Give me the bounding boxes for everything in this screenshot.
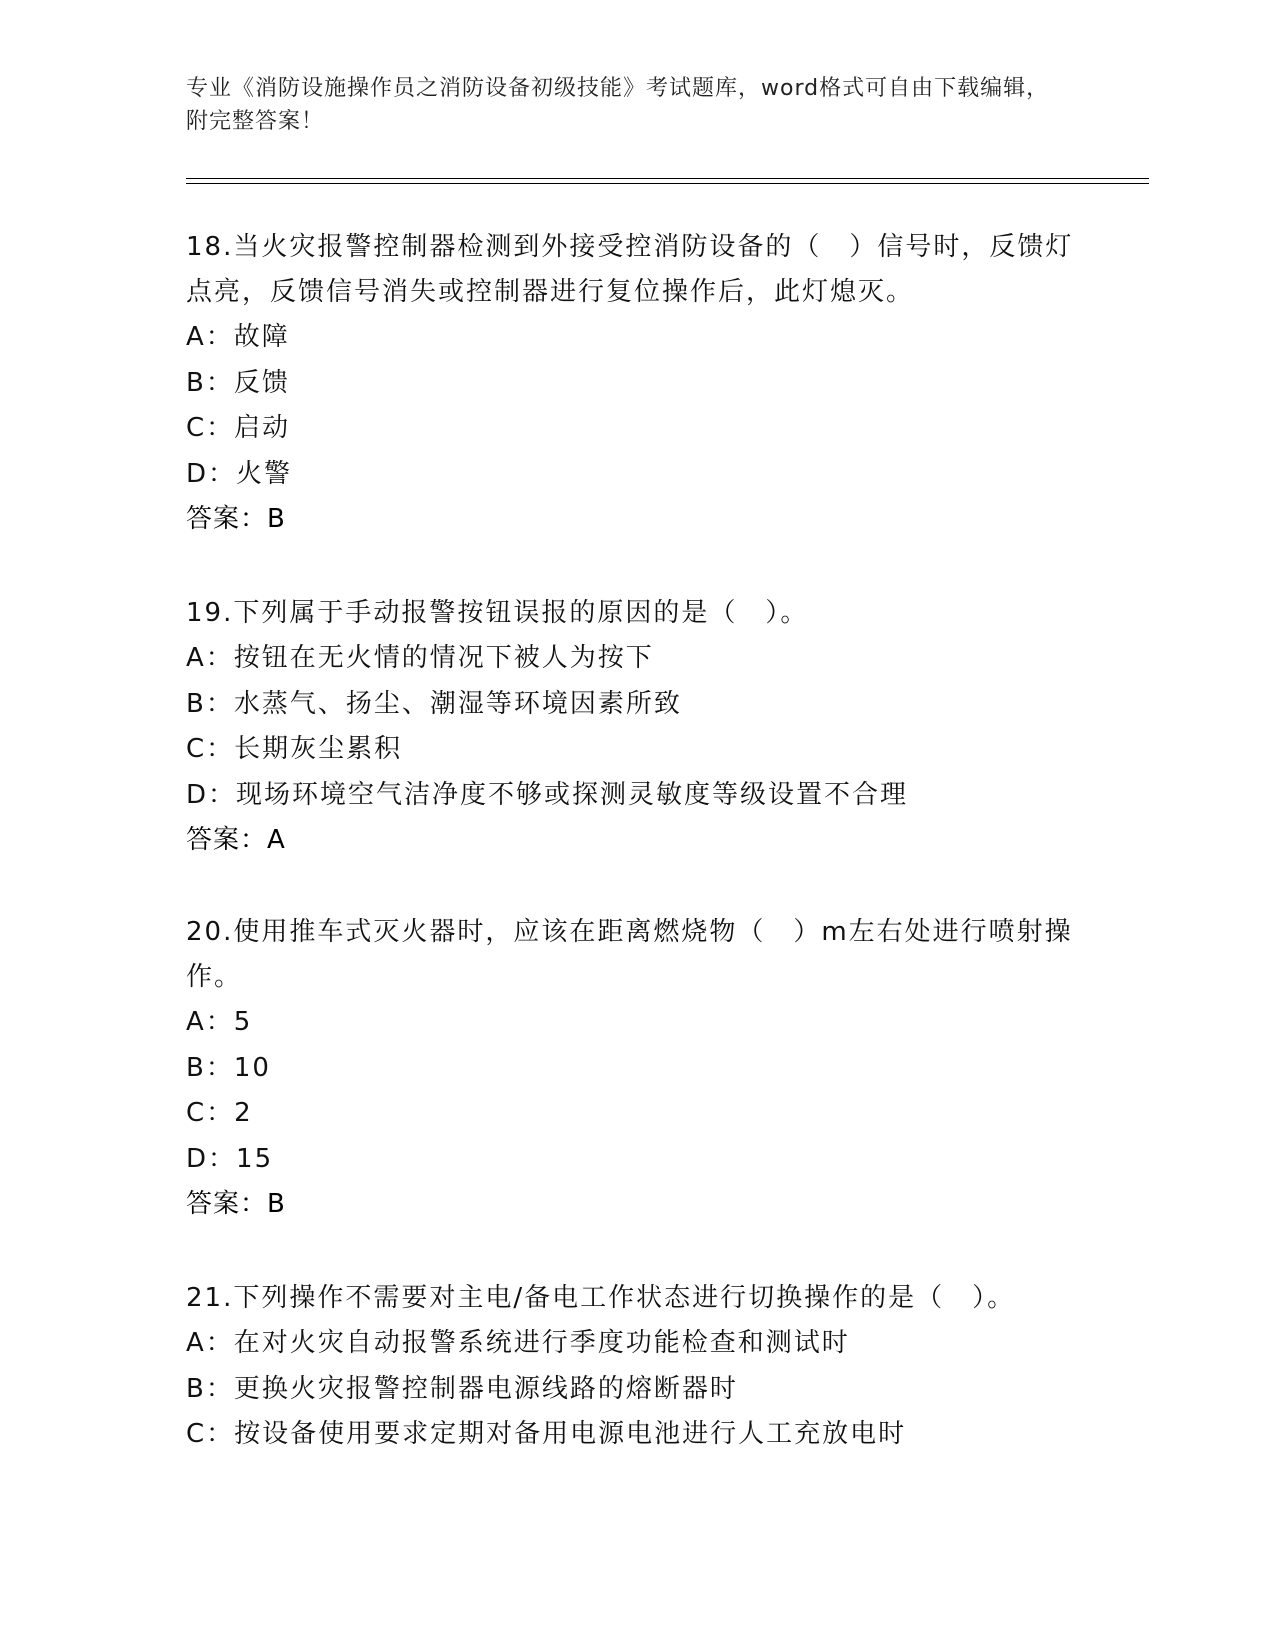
option-text: 更换火灾报警控制器电源线路的熔断器时 xyxy=(233,1373,738,1404)
question-stem: 18.当火灾报警控制器检测到外接受控消防设备的（ ）信号时，反馈灯点亮，反馈信号消失或控制器进行复位操作后，此灯熄灭。 xyxy=(186,232,1074,307)
option-a xyxy=(186,315,1086,361)
option-d xyxy=(186,452,1086,498)
answer-line: 答案：B xyxy=(186,1189,286,1219)
question-20 xyxy=(186,910,1086,1227)
option-d xyxy=(186,1137,1086,1183)
option-text: 5 xyxy=(233,1007,253,1037)
option-text: 故障 xyxy=(233,322,290,352)
option-key: D： xyxy=(186,1143,237,1174)
option-key: B： xyxy=(186,688,234,719)
option-text: 启动 xyxy=(234,413,291,443)
option-key: C： xyxy=(186,413,235,443)
question-stem: 19.下列属于手动报警按钮误报的原因的是（ ）。 xyxy=(186,598,809,628)
option-text: 2 xyxy=(234,1098,253,1128)
option-key: A： xyxy=(186,1328,234,1358)
option-key: C： xyxy=(186,1098,235,1128)
question-21 xyxy=(186,1276,1086,1458)
option-text: 在对火灾自动报警系统进行季度功能检查和测试时 xyxy=(233,1328,850,1358)
option-text: 长期灰尘累积 xyxy=(234,734,403,764)
document-header: 专业《消防设施操作员之消防设备初级技能》考试题库，word格式可自由下载编辑，附完整答案！ xyxy=(186,76,1050,134)
option-text: 现场环境空气洁净度不够或探测灵敏度等级设置不合理 xyxy=(236,779,909,810)
option-c xyxy=(186,727,1086,773)
question-19 xyxy=(186,591,1086,863)
option-c xyxy=(186,1412,1086,1458)
option-b xyxy=(186,1367,1086,1413)
option-key: B： xyxy=(186,1373,234,1404)
option-c xyxy=(186,406,1086,452)
option-a xyxy=(186,636,1086,682)
option-key: C： xyxy=(186,734,235,764)
option-b xyxy=(186,1046,1086,1092)
option-text: 反馈 xyxy=(233,367,290,398)
question-stem: 20.使用推车式灭火器时，应该在距离燃烧物（ ）m左右处进行喷射操作。 xyxy=(186,917,1073,992)
option-d xyxy=(186,773,1086,819)
option-key: B： xyxy=(186,367,234,398)
option-a xyxy=(186,1321,1086,1367)
answer-line: 答案：A xyxy=(186,825,286,855)
answer-line: 答案：B xyxy=(186,504,286,534)
option-text: 按钮在无火情的情况下被人为按下 xyxy=(233,643,654,673)
header-rule-bottom xyxy=(186,183,1149,184)
option-text: 水蒸气、扬尘、潮湿等环境因素所致 xyxy=(233,688,682,719)
question-stem: 21.下列操作不需要对主电/备电工作状态进行切换操作的是（ ）。 xyxy=(186,1283,1016,1313)
option-text: 15 xyxy=(236,1143,274,1174)
option-key: C： xyxy=(186,1419,235,1449)
option-a xyxy=(186,1000,1086,1046)
option-key: B： xyxy=(186,1052,234,1083)
option-key: A： xyxy=(186,322,234,352)
option-c xyxy=(186,1091,1086,1137)
option-text: 10 xyxy=(233,1052,271,1083)
option-text: 按设备使用要求定期对备用电源电池进行人工充放电时 xyxy=(234,1419,907,1449)
question-18 xyxy=(186,225,1086,542)
header-rule-top xyxy=(186,178,1149,179)
option-key: A： xyxy=(186,643,234,673)
option-key: D： xyxy=(186,779,237,810)
option-b xyxy=(186,682,1086,728)
option-text: 火警 xyxy=(236,458,293,489)
option-key: D： xyxy=(186,458,237,489)
option-b xyxy=(186,361,1086,407)
option-key: A： xyxy=(186,1007,234,1037)
